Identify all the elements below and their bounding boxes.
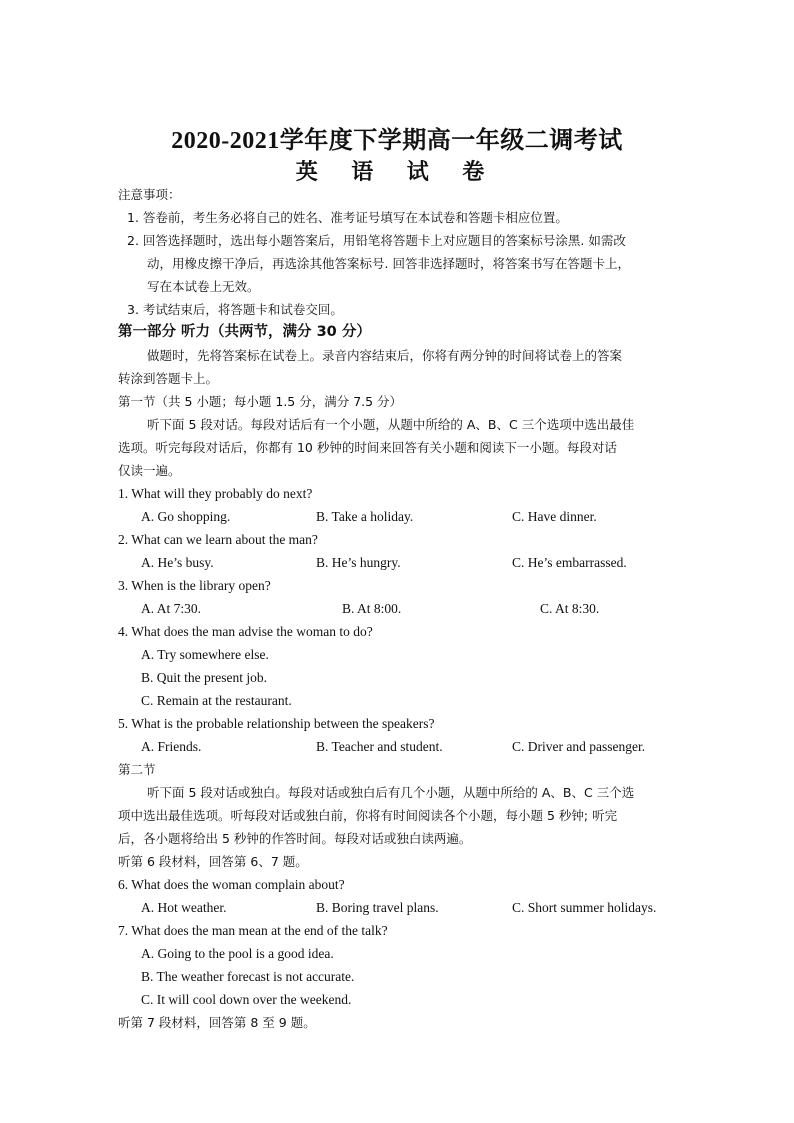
q7-option-b: B. The weather forecast is not accurate. [141,969,355,984]
section2-intro-line3: 后，各小题将给出 5 秒钟的作答时间。每段对话或独白读两遍。 [118,831,472,846]
q4-option-a: A. Try somewhere else. [141,647,269,662]
q2-option-b: B. He’s hungry. [316,555,401,570]
q1-option-b: B. Take a holiday. [316,509,414,524]
exam-subtitle: 英 语 试 卷 [295,159,499,184]
question-1: 1. What will they probably do next? [118,486,313,501]
section1-heading: 第一节（共 5 小题；每小题 1.5 分，满分 7.5 分） [118,394,403,409]
q2-option-c: C. He’s embarrassed. [512,555,627,570]
question-2: 2. What can we learn about the man? [118,532,318,547]
q4-option-c: C. Remain at the restaurant. [141,693,292,708]
exam-title: 2020-2021学年度下学期高一年级二调考试 [171,128,623,154]
q4-option-b: B. Quit the present job. [141,670,267,685]
q1-option-c: C. Have dinner. [512,509,597,524]
notice-heading: 注意事项： [118,187,181,202]
section2-heading: 第二节 [118,762,156,777]
question-7: 7. What does the man mean at the end of the talk? [118,923,388,938]
notice-item-2: 2. 回答选择题时，选出每小题答案后，用铅笔将答题卡上对应题目的答案标号涂黑. 如需改 [127,233,626,248]
notice-item-2-cont2: 写在本试卷上无效。 [147,279,260,294]
q7-option-c: C. It will cool down over the weekend. [141,992,352,1007]
q3-option-b: B. At 8:00. [342,601,402,616]
section1-intro-line2: 选项。听完每段对话后，你都有 10 秒钟的时间来回答有关小题和阅读下一小题。每段对话 [118,440,617,455]
question-3: 3. When is the library open? [118,578,271,593]
q3-option-c: C. At 8:30. [540,601,600,616]
q3-option-a: A. At 7:30. [141,601,202,616]
question-5: 5. What is the probable relationship between the speakers? [118,716,435,731]
part1-intro-line1: 做题时，先将答案标在试卷上。录音内容结束后，你将有两分钟的时间将试卷上的答案 [147,348,623,363]
section2-intro-line1: 听下面 5 段对话或独白。每段对话或独白后有几个小题，从题中所给的 A、B、C 三个选 [147,785,635,800]
section1-intro-line3: 仅读一遍。 [118,463,181,478]
part1-intro-line2: 转涂到答题卡上。 [118,371,219,386]
q5-option-b: B. Teacher and student. [316,739,443,754]
material-6-instruction: 听第 6 段材料，回答第 6、7 题。 [118,854,308,869]
q2-option-a: A. He’s busy. [141,555,214,570]
section1-intro-line1: 听下面 5 段对话。每段对话后有一个小题，从题中所给的 A、B、C 三个选项中选出最佳 [147,417,635,432]
q6-option-c: C. Short summer holidays. [512,900,657,915]
part1-heading: 第一部分 听力（共两节，满分 30 分） [118,324,371,340]
section2-intro-line2: 项中选出最佳选项。听每段对话或独白前，你将有时间阅读各个小题，每小题 5 秒钟; 听完 [118,808,618,823]
q7-option-a: A. Going to the pool is a good idea. [141,946,334,961]
material-7-instruction: 听第 7 段材料，回答第 8 至 9 题。 [118,1015,316,1030]
question-4: 4. What does the man advise the woman to do? [118,624,373,639]
q1-option-a: A. Go shopping. [141,509,231,524]
question-6: 6. What does the woman complain about? [118,877,345,892]
q5-option-a: A. Friends. [141,739,202,754]
q6-option-b: B. Boring travel plans. [316,900,439,915]
q6-option-a: A. Hot weather. [141,900,227,915]
notice-item-1: 1. 答卷前，考生务必将自己的姓名、准考证号填写在本试卷和答题卡相应位置。 [127,210,568,225]
q5-option-c: C. Driver and passenger. [512,739,646,754]
notice-item-3: 3. 考试结束后，将答题卡和试卷交回。 [127,302,343,317]
notice-item-2-cont: 动，用橡皮擦干净后，再选涂其他答案标号. 回答非选择题时，将答案书写在答题卡上， [147,256,630,271]
